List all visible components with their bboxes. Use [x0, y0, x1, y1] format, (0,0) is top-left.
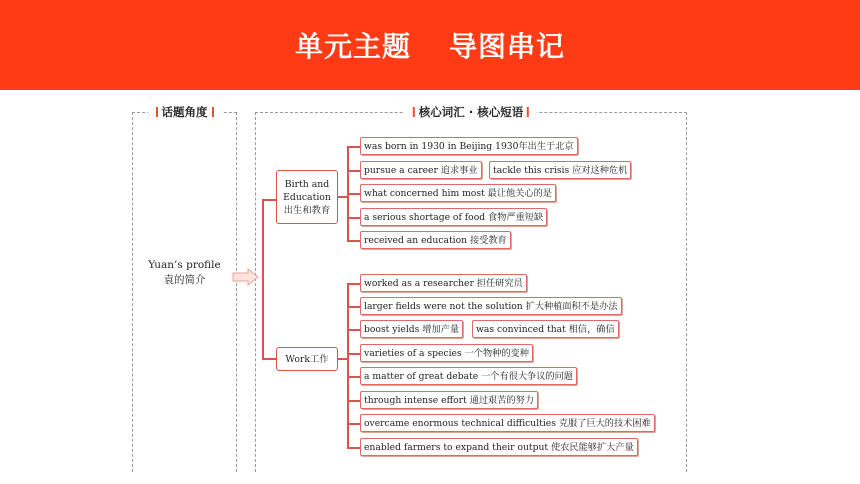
connector: [262, 358, 276, 360]
topic-line-zh: 袁的简介: [163, 274, 206, 286]
phrase-item: was convinced that 相信，确信: [472, 320, 619, 338]
connector: [347, 329, 360, 331]
phrase-item: was born in 1930 in Beijing 1930年出生于北京: [360, 137, 578, 155]
phrase-item: varieties of a species 一个物种的变种: [360, 344, 533, 362]
phrase-item: pursue a career 追求事业: [360, 161, 482, 179]
topic-label: [132, 258, 237, 288]
core-vocab-title: 核心词汇 · 核心短语: [405, 104, 537, 120]
connector: [347, 193, 360, 195]
connector: [347, 423, 360, 425]
arrow-right-icon: [232, 268, 260, 286]
connector: [347, 240, 360, 242]
topic-angle-panel: [132, 105, 237, 472]
phrase-item: a serious shortage of food 食物严重短缺: [360, 208, 547, 226]
connector: [347, 217, 360, 219]
phrase-item: tackle this crisis 应对这种危机: [489, 161, 631, 179]
connector: [347, 400, 360, 402]
category-birth-education: Birth and Education 出生和教育: [276, 170, 338, 224]
phrase-item: through intense effort 通过艰苦的努力: [360, 391, 538, 409]
phrase-item: enabled farmers to expand their output 使农民能够扩大产量: [360, 438, 638, 456]
phrase-item: a matter of great debate 一个有很大争议的问题: [360, 367, 577, 385]
header-title-left: 单元主题: [294, 30, 411, 63]
connector: [262, 199, 276, 201]
category-work: Work工作: [276, 347, 338, 371]
phrase-item: received an education 接受教育: [360, 231, 511, 249]
connector: [262, 199, 264, 359]
phrase-item: what concerned him most 最让他关心的是: [360, 184, 556, 202]
header-bar: [0, 0, 860, 90]
connector: [347, 447, 360, 449]
header-title-right: 导图串记: [449, 30, 566, 63]
connector: [347, 146, 360, 148]
phrase-item: boost yields 增加产量: [360, 320, 463, 338]
topic-line-en: Yuan’s profile: [148, 259, 221, 271]
connector: [347, 283, 360, 285]
phrase-item: larger fields were not the solution 扩大种植面积不是办法: [360, 297, 622, 315]
connector: [347, 306, 360, 308]
header-title: [295, 25, 565, 65]
connector: [347, 170, 360, 172]
phrase-item: overcame enormous technical difficulties 克服了巨大的技术困难: [360, 414, 655, 432]
phrase-item: worked as a researcher 担任研究员: [360, 274, 527, 292]
connector: [347, 353, 360, 355]
topic-angle-title: 话题角度: [148, 104, 222, 120]
connector: [347, 376, 360, 378]
